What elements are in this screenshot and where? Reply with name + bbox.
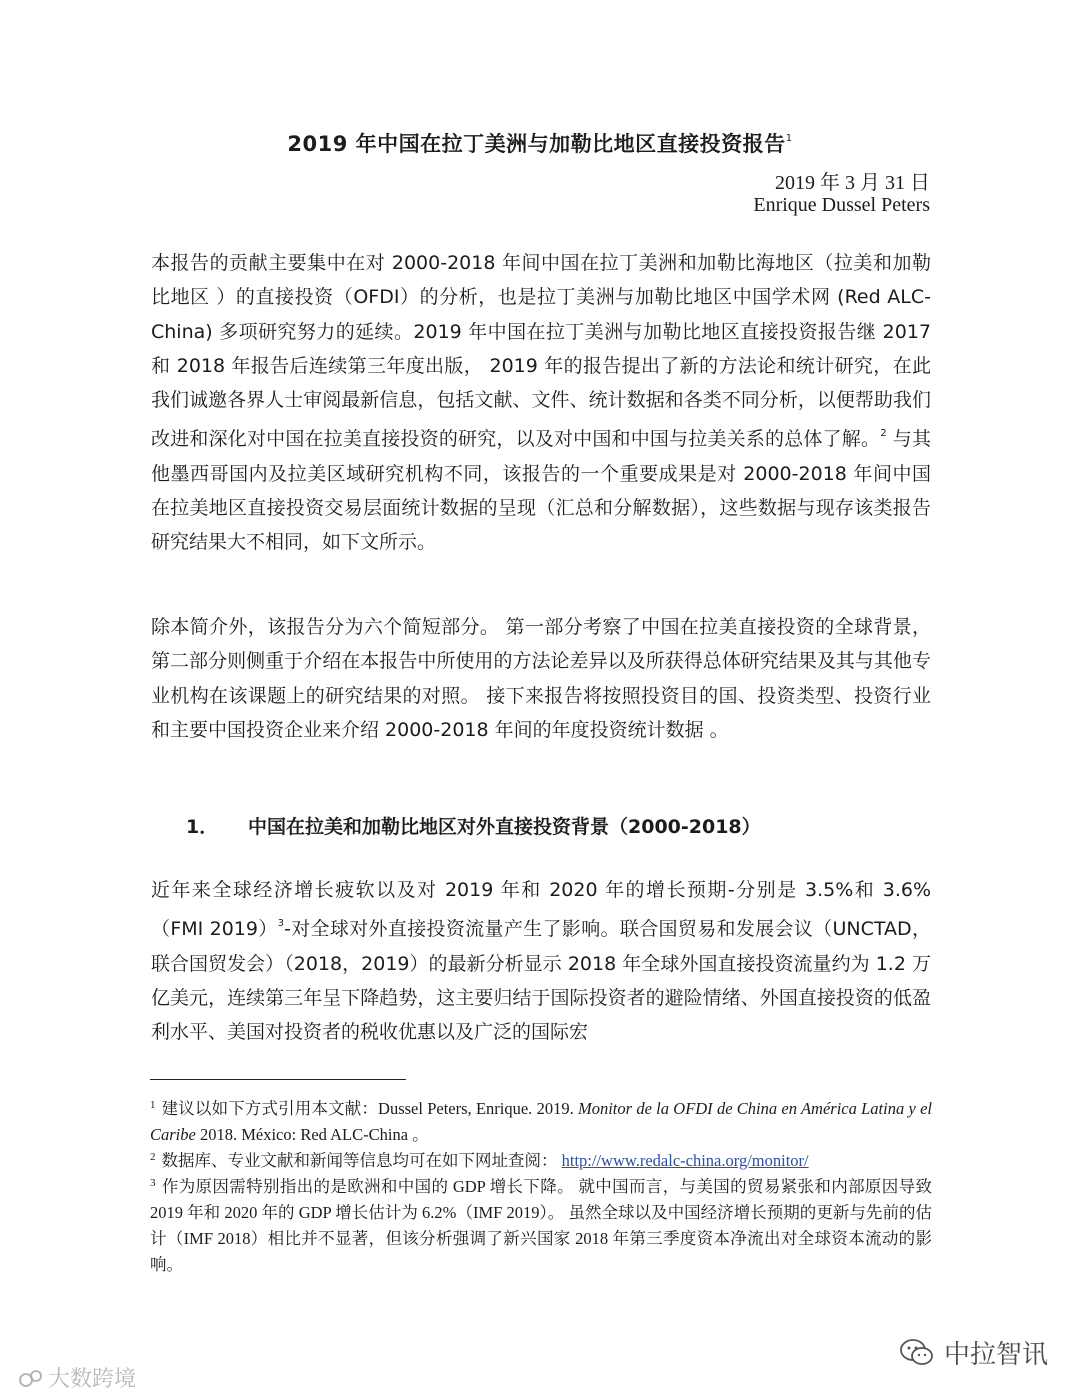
footnote-1: $^1$ 建议以如下方式引用本文献：Dussel Peters, Enrique. 2019. Monitor de la OFDI de China en América Latina y el Caribe 2018. México: Red ALC-China 。 bbox=[150, 1099, 932, 1144]
footnote-ref-1[interactable]: 1 bbox=[785, 133, 793, 144]
intro-paragraph: 本报告的贡献主要集中在对 2000-2018 年间中国在拉丁美洲和加勒比海地区（拉美和加勒比地区 ）的直接投资（OFDI）的分析，也是拉丁美洲与加勒比地区中国学术网 (Red ALC-China) 多项研究努力的延续。2019 年中国在拉丁美洲与加勒比地区直接投资报告继 2017 和 2018 年报告后连续第三年度出版， 2019 年的报告提出了新的方法论和统计研究，在此我们诚邀各界人士审阅最新信息，包括文献、文件、统计数据和各类不同分析，以便帮助我们改进和深化对中国在拉美直接投资的研究，以及对中国和中国与拉美关系的总体了解。$^2$ 与其他墨西哥国内及拉美区域研究机构不同，该报告的一个重要成果是对 2000-2018 年间中国在拉美地区直接投资交易层面统计数据的呈现（汇总和分解数据），这些数据与现存该类报告研究结果大不相同，如下文所示。 bbox=[151, 252, 931, 554]
logo-icon bbox=[18, 1367, 44, 1389]
monitor-link[interactable]: http://www.redalc-china.org/monitor/ bbox=[561, 1151, 809, 1170]
footnote-ref-3[interactable]: 3 bbox=[277, 918, 285, 930]
structure-paragraph: 除本简介外，该报告分为六个简短部分。 第一部分考察了中国在拉美直接投资的全球背景，第二部分则侧重于介绍在本报告中所使用的方法论差异以及所获得总体研究结果及其与其他专业机构在该课题上的研究结果的对照。 接下来报告将按照投资目的国、投资类型、投资行业和主要中国投资企业来介绍 2000-2018 年间的年度投资统计数据 。 bbox=[151, 616, 931, 741]
report-author: Enrique Dussel Peters bbox=[753, 194, 930, 216]
footnote-3: $^3$ 作为原因需特别指出的是欧洲和中国的 GDP 增长下降。 就中国而言，与美国的贸易紧张和内部原因导致 2019 年和 2020 年的 GDP 增长估计为 6.2%（IMF 2019）。 虽然全球以及中国经济增长预期的更新与先前的估计（IMF 2018）相比并不显著，但该分析强调了新兴国家 2018 年第三季度资本净流出对全球资本流动的影响。 bbox=[150, 1177, 932, 1274]
footnote-divider bbox=[150, 1079, 406, 1080]
report-title: 2019 年中国在拉丁美洲与加勒比地区直接投资报告$^1$ bbox=[287, 132, 793, 156]
watermark-left: 大数跨境 bbox=[18, 1362, 136, 1393]
section-number: 1． bbox=[186, 816, 219, 838]
footnote-ref-2[interactable]: 2 bbox=[880, 428, 887, 440]
context-paragraph: 近年来全球经济增长疲软以及对 2019 年和 2020 年的增长预期-分别是 3.5%和 3.6%（FMI 2019）$^3$-对全球对外直接投资流量产生了影响。联合国贸易和发展会议（UNCTAD，联合国贸发会）（2018，2019）的最新分析显示 2018 年全球外国直接投资流量约为 1.2 万亿美元，连续第三年呈下降趋势，这主要归结于国际投资者的避险情绪、外国直接投资的低盈利水平、美国对投资者的税收优惠以及广泛的国际宏 bbox=[151, 879, 931, 1044]
section-heading bbox=[186, 812, 761, 839]
wechat-icon bbox=[900, 1338, 934, 1368]
section-title: 中国在拉美和加勒比地区对外直接投资背景（2000-2018） bbox=[248, 816, 761, 838]
footnote-2: $^2$ 数据库、专业文献和新闻等信息均可在如下网址查阅： http://www.redalc-china.org/monitor/ bbox=[150, 1151, 809, 1170]
report-date: 2019 年 3 月 31 日 bbox=[775, 172, 930, 194]
watermark-right: 中拉智讯 bbox=[900, 1334, 1048, 1371]
